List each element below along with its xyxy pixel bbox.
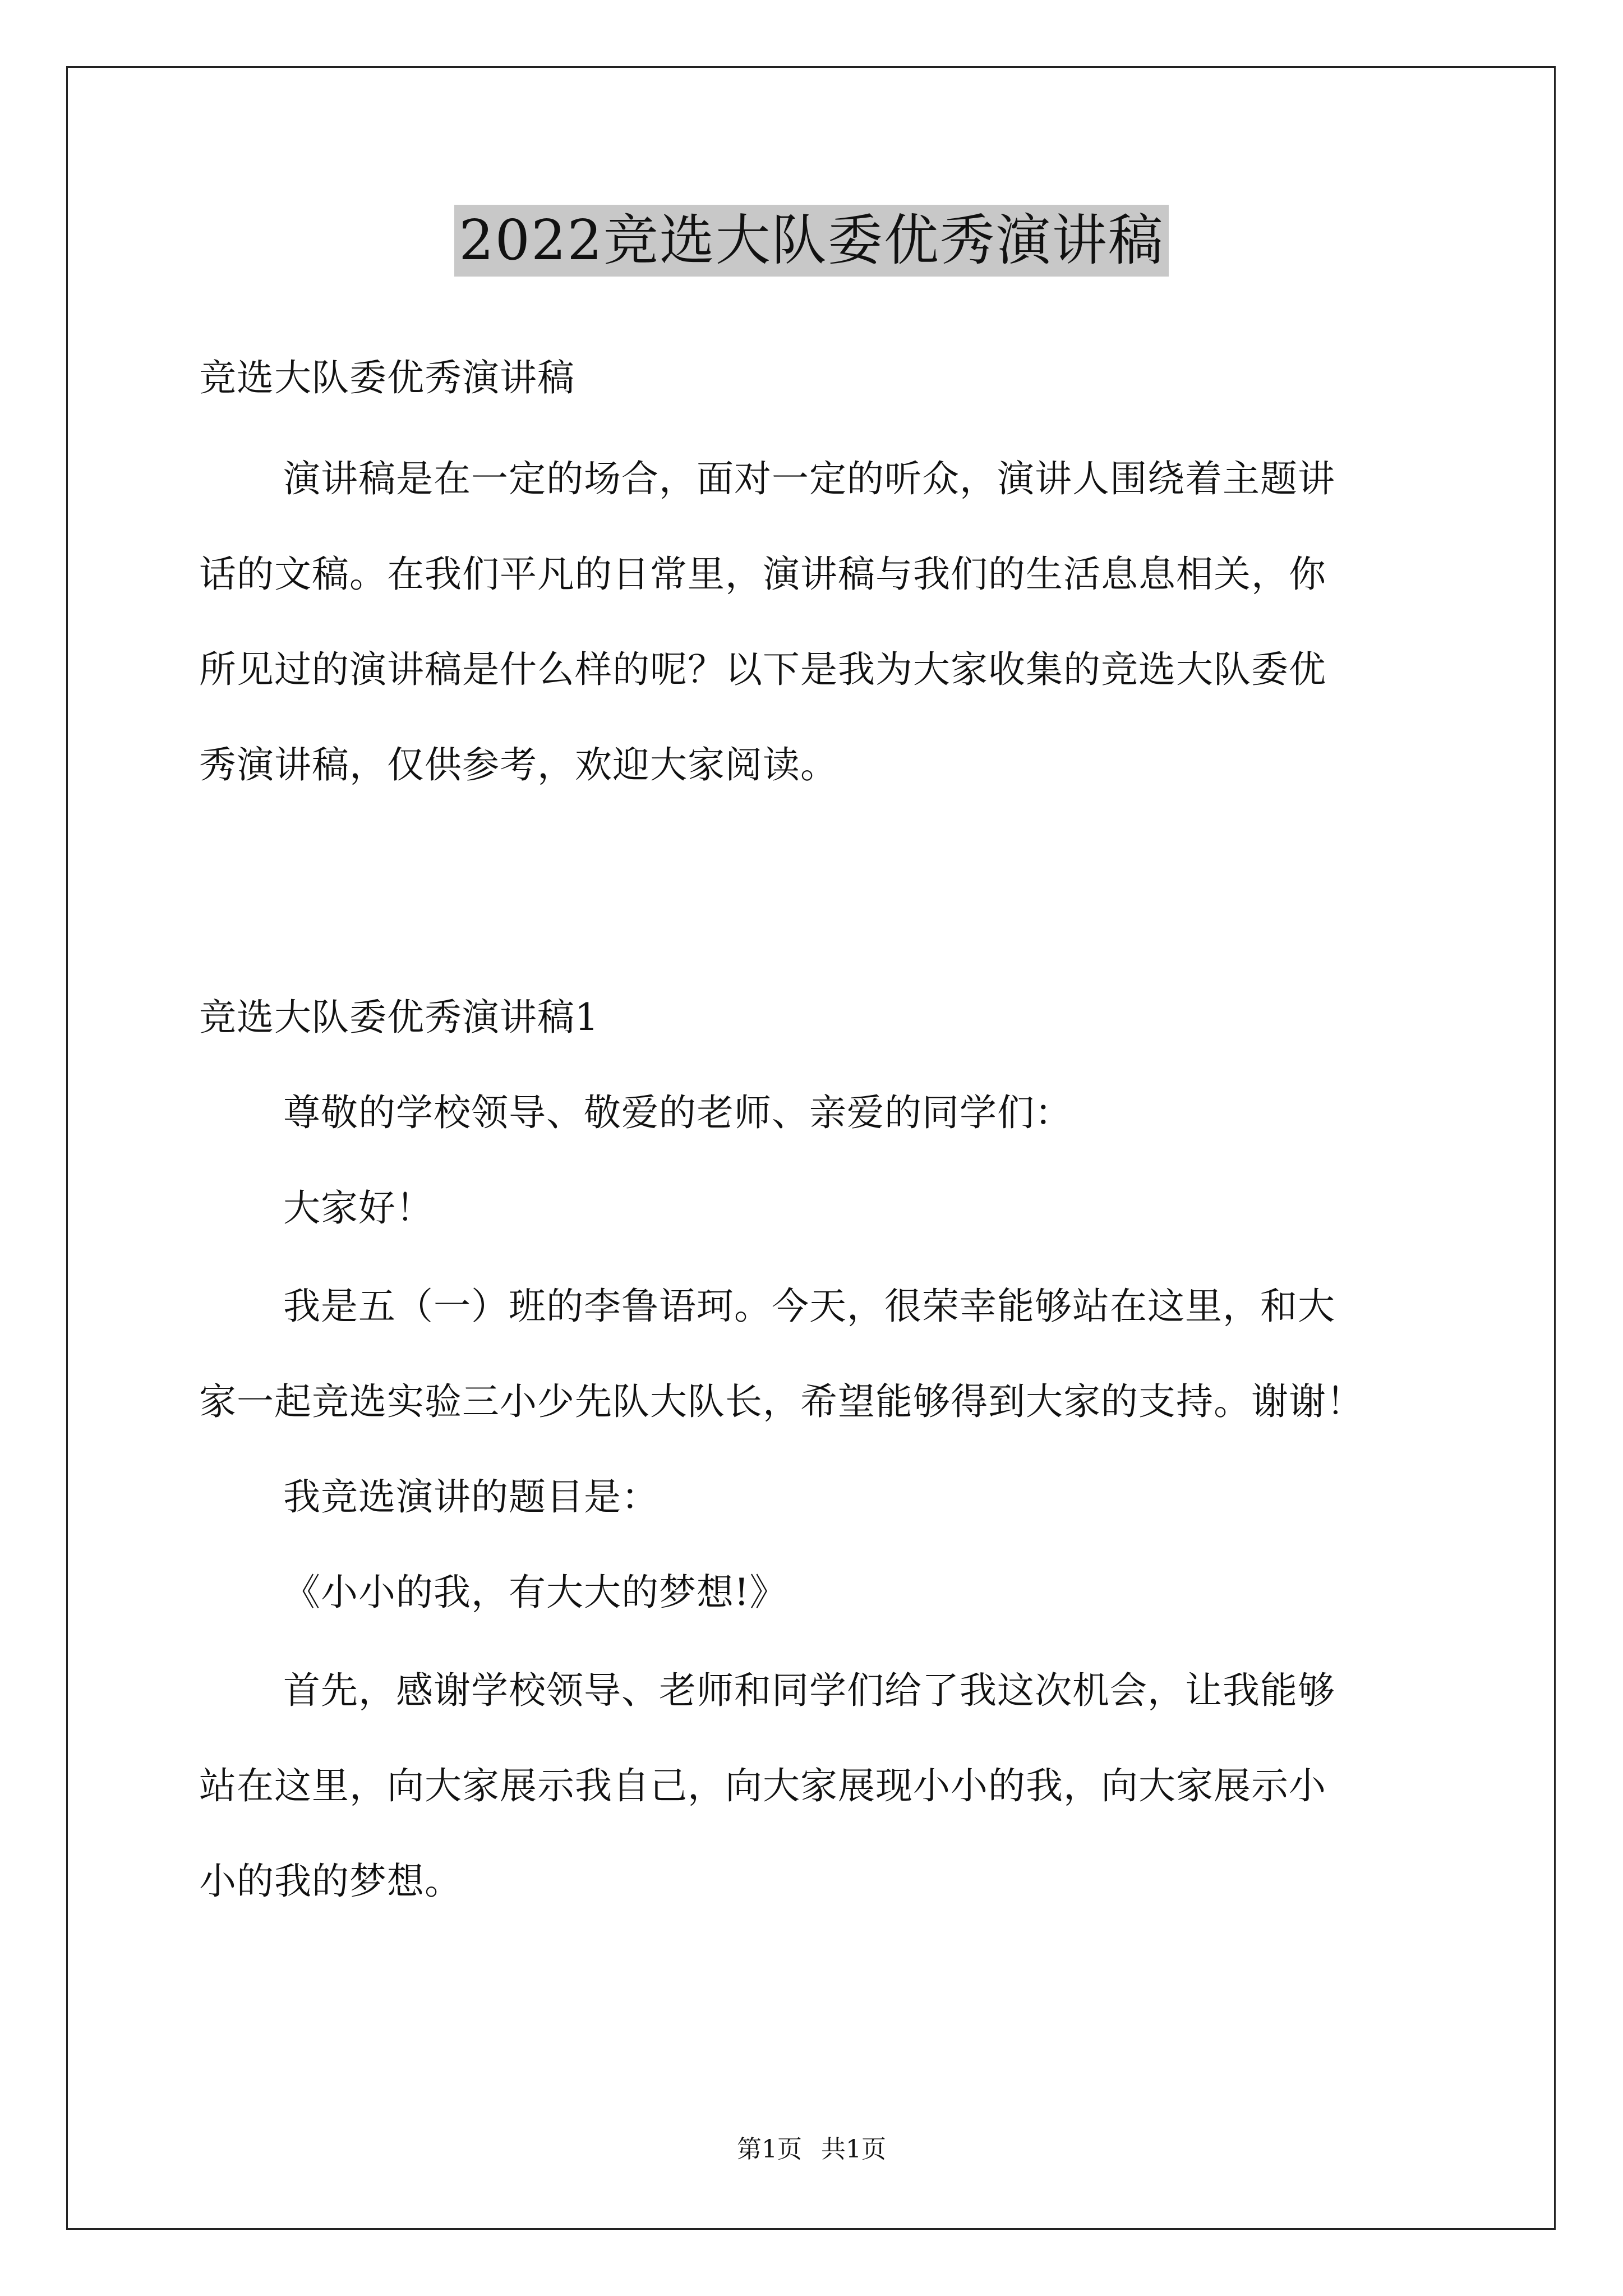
paragraph-line: 家一起竞选实验三小少先队大队长，希望能够得到大家的支持。谢谢！ xyxy=(199,1380,1364,1423)
paragraph-line: 首先，感谢学校领导、老师和同学们给了我这次机会，让我能够 xyxy=(283,1669,1335,1712)
page-footer xyxy=(0,2129,1623,2165)
greeting-line: 尊敬的学校领导、敬爱的老师、亲爱的同学们： xyxy=(283,1091,1072,1134)
page-number: 第1页 xyxy=(737,2135,802,2164)
paragraph-line: 秀演讲稿，仅供参考，欢迎大家阅读。 xyxy=(199,743,838,786)
page-total: 共1页 xyxy=(821,2135,886,2164)
title-container xyxy=(0,205,1623,277)
paragraph-line: 我是五（一）班的李鲁语珂。今天，很荣幸能够站在这里，和大 xyxy=(283,1285,1335,1328)
paragraph-line: 小的我的梦想。 xyxy=(199,1860,462,1903)
paragraph-line: 我竞选演讲的题目是： xyxy=(283,1475,659,1519)
paragraph-line: 站在这里，向大家展示我自己，向大家展现小小的我，向大家展示小 xyxy=(199,1764,1326,1807)
section-heading: 竞选大队委优秀演讲稿1 xyxy=(199,996,599,1039)
subtitle-heading: 竞选大队委优秀演讲稿 xyxy=(199,356,575,399)
greeting-line: 大家好！ xyxy=(283,1186,434,1230)
paragraph-line: 话的文稿。在我们平凡的日常里，演讲稿与我们的生活息息相关，你 xyxy=(199,553,1326,596)
speech-title-line: 《小小的我，有大大的梦想!》 xyxy=(283,1571,787,1614)
paragraph-line: 演讲稿是在一定的场合，面对一定的听众，演讲人围绕着主题讲 xyxy=(283,457,1335,500)
paragraph-line: 所见过的演讲稿是什么样的呢？以下是我为大家收集的竞选大队委优 xyxy=(199,648,1326,691)
document-title: 2022竞选大队委优秀演讲稿 xyxy=(454,205,1168,277)
